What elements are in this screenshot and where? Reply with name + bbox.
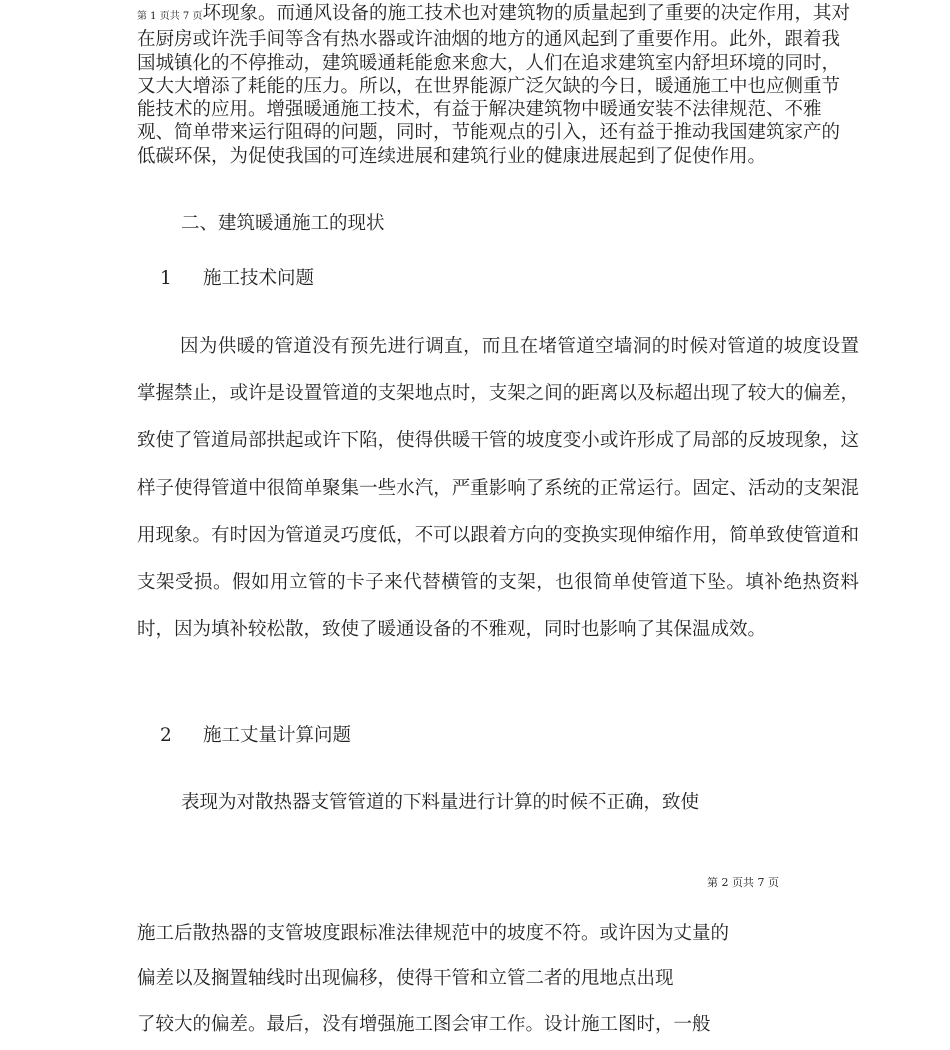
page-footer: 第 2 页共 7 页 [707,876,779,889]
subsection-number: 2 [160,725,172,746]
subsection-heading-1 [160,267,314,291]
subsection-title: 施工丈量计算问题 [203,725,352,746]
body-paragraph-2-line: 表现为对散热器支管管道的下料量进行计算的时候不正确，致使 [181,792,700,813]
page-header-label: 第 1 页共 7 页 [137,11,203,22]
subsection-heading-2 [160,724,351,748]
subsection-number: 1 [160,268,172,289]
body-paragraph-1: 因为供暖的管道没有预先进行调直，而且在堵管道空墙洞的时候对管道的坡度设置掌握禁止，或许是设置管道的支架地点时，支架之间的距离以及标超出现了较大的偏差，致使了管道局部拱起或许下陷，使得供暖干管的坡度变小或许形成了局部的反坡现象，这样子使得管道中很简单聚集一些水汽，严重影响了系统的正常运行。固定、活动的支架混用现象。有时因为管道灵巧度低，不可以跟着方向的变换实现伸缩作用，简单致使管道和支架受损。假如用立管的卡子来代替横管的支架，也很简单使管道下坠。填补绝热资料时，因为填补较松散，致使了暖通设备的不雅观，同时也影响了其保温成效。 [137,336,859,641]
page2-line: 偏差以及搁置轴线时出现偏移，使得干管和立管二者的甩地点出现 [137,968,674,989]
page2-line: 施工后散热器的支管坡度跟标准法律规范中的坡度不符。或许因为丈量的 [137,923,730,944]
intro-paragraph [137,2,857,168]
page2-line: 了较大的偏差。最后，没有增强施工图会审工作。设计施工图时，一般 [137,1014,711,1035]
subsection-title: 施工技术问题 [203,268,315,289]
intro-text: 坏现象。而通风设备的施工技术也对建筑物的质量起到了重要的决定作用，其对在厨房或许洗手间等含有热水器或许油烟的地方的通风起到了重要作用。此外，跟着我国城镇化的不停推动，建筑暖通耗能愈来愈大，人们在追求建筑室内舒坦环境的同时，又大大增添了耗能的压力。所以，在世界能源广泛欠缺的今日，暖通施工中也应侧重节能技术的应用。增强暖通施工技术，有益于解决建筑物中暖通安装不法律规范、不雅观、简单带来运行阻碍的问题，同时，节能观点的引入，还有益于推动我国建筑家产的低碳环保，为促使我国的可连续进展和建筑行业的健康进展起到了促使作用。 [137,3,850,167]
section-heading: 二、建筑暖通施工的现状 [181,213,385,234]
